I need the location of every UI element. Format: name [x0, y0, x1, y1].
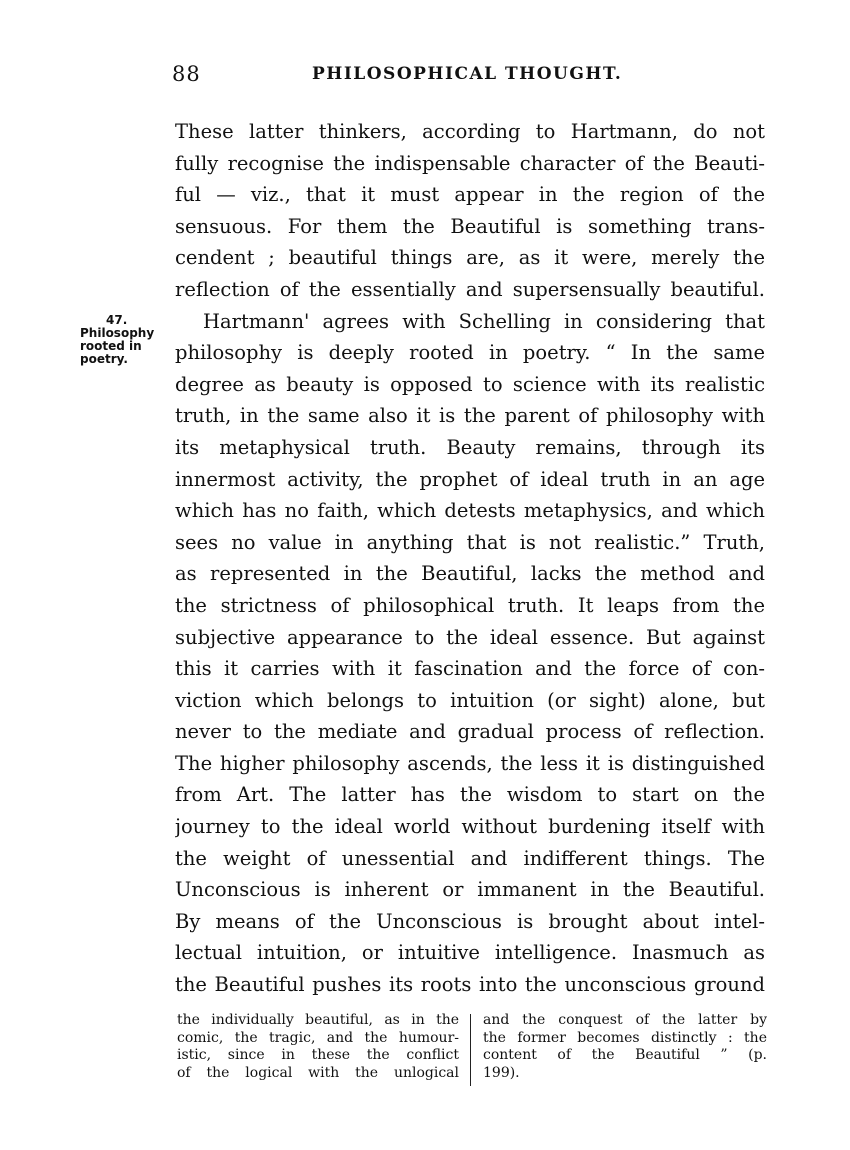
body-line: reflection of the essentially and supersensually beautiful.	[175, 277, 765, 301]
body-line: journey to the ideal world without burdening itself with	[175, 815, 765, 839]
footnote-line: comic, the tragic, and the humour-	[177, 1029, 459, 1046]
margin-note	[80, 314, 170, 366]
footnote-column-left	[177, 1012, 459, 1082]
body-line: philosophy is deeply rooted in poetry. “ In the same	[175, 341, 765, 365]
body-line: the Beautiful pushes its roots into the unconscious ground	[175, 973, 765, 997]
footnote-line: the individually beautiful, as in the	[177, 1012, 459, 1028]
footnotes	[177, 1012, 767, 1088]
body-line: cendent ; beautiful things are, as it were, merely the	[175, 246, 765, 270]
running-title: PHILOSOPHICAL THOUGHT.	[312, 64, 623, 84]
footnote-line: 199).	[483, 1064, 520, 1081]
body-line: which has no faith, which detests metaphysics, and which	[175, 499, 765, 523]
body-line: lectual intuition, or intuitive intelligence. Inasmuch as	[175, 941, 765, 965]
body-line: the weight of unessential and indifferent things. The	[175, 846, 765, 870]
body-line: Hartmann' agrees with Schelling in considering that	[203, 309, 765, 333]
footnote-line: of the logical with the unlogical	[177, 1064, 459, 1081]
body-line: By means of the Unconscious is brought about intel-	[175, 909, 765, 933]
body-line: These latter thinkers, according to Hartmann, do not	[175, 120, 765, 143]
footnote-line: content of the Beautiful ” (p.	[483, 1047, 767, 1063]
body-line: never to the mediate and gradual process of reflection.	[175, 720, 765, 744]
body-line: innermost activity, the prophet of ideal truth in an age	[175, 467, 765, 491]
body-line: sees no value in anything that is not realistic.” Truth,	[175, 530, 765, 554]
footnote-divider	[470, 1014, 471, 1086]
margin-note-line: Philosophy	[80, 326, 155, 340]
body-line: fully recognise the indispensable character of the Beauti-	[175, 151, 765, 175]
footnote-column-right	[483, 1012, 767, 1082]
body-line: ful — viz., that it must appear in the region of the	[175, 183, 765, 207]
body-line: its metaphysical truth. Beauty remains, through its	[175, 435, 765, 459]
page-number: 88	[172, 62, 201, 86]
body-line: Unconscious is inherent or immanent in the Beautiful.	[175, 878, 765, 902]
page-header	[172, 62, 764, 90]
body-line: truth, in the same also it is the parent of philosophy with	[175, 404, 765, 428]
body-line: viction which belongs to intuition (or sight) alone, but	[175, 688, 765, 712]
footnote-line: and the conquest of the latter by	[483, 1012, 767, 1028]
body-line: this it carries with it fascination and the force of con-	[175, 657, 765, 681]
body-line: degree as beauty is opposed to science with its realistic	[175, 372, 765, 396]
footnote-line: the former becomes distinctly : the	[483, 1029, 767, 1046]
margin-note-line: rooted in	[80, 339, 142, 353]
body-text	[175, 116, 765, 1001]
body-line: subjective appearance to the ideal essence. But against	[175, 625, 765, 649]
footnote-line: istic, since in these the conflict	[177, 1047, 459, 1063]
margin-note-line: poetry.	[80, 352, 128, 366]
body-line: the strictness of philosophical truth. It leaps from the	[175, 593, 765, 617]
body-line: as represented in the Beautiful, lacks the method and	[175, 562, 765, 586]
body-line: from Art. The latter has the wisdom to start on the	[175, 783, 765, 807]
margin-note-number: 47.	[106, 313, 128, 327]
body-line: The higher philosophy ascends, the less it is distinguished	[175, 751, 765, 775]
body-line: sensuous. For them the Beautiful is something trans-	[175, 214, 765, 238]
